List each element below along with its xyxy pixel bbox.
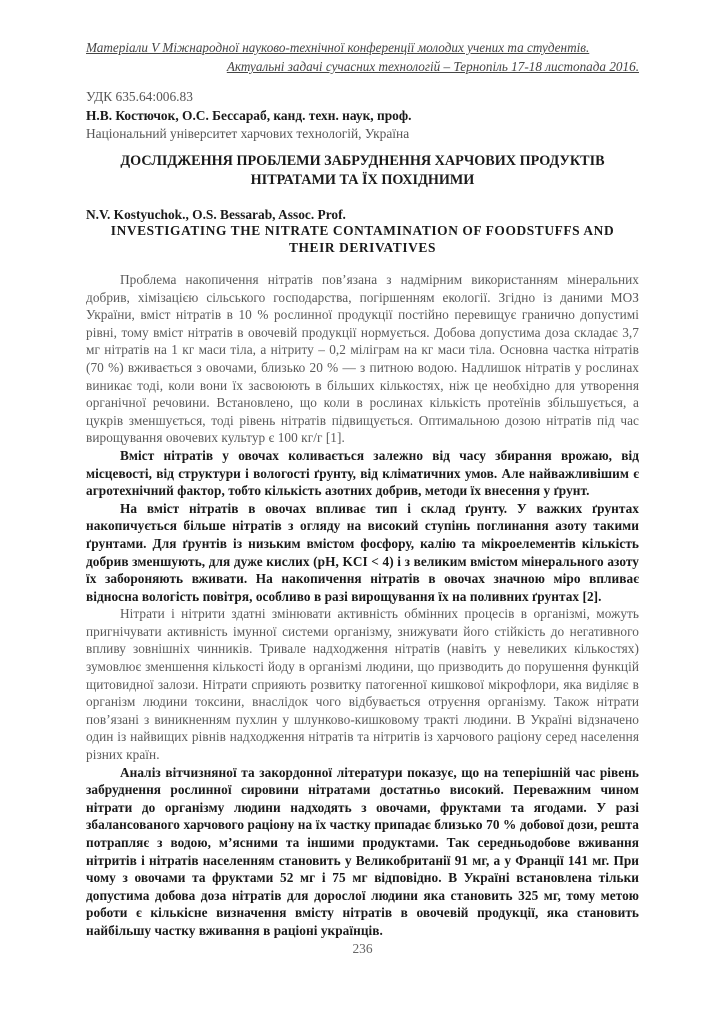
title-english: INVESTIGATING THE NITRATE CONTAMINATION OF FOODSTUFFS AND THEIR DERIVATIVES	[110, 223, 615, 255]
article-meta	[86, 88, 411, 144]
page-number: 236	[352, 941, 373, 956]
institution: Національний університет харчових технологій, Україна	[86, 126, 410, 141]
paragraph-nitrate-content: Вміст нітратів у овочах коливається залежно від часу збирання врожаю, від місцевості, від структури і вологості ґрунту, від кліматичних умов. Але найважливішим є агротехнічний фактор, тобто кількість азотних добрив, методи їх внесення у ґрунт.	[86, 447, 639, 499]
header-conference-line: Матеріали V Міжнародної науково-технічної конференції молодих учених та студентів.	[86, 40, 590, 55]
paragraph-soil-influence: На вміст нітратів в овочах впливає тип і склад ґрунту. У важких ґрунтах накопичується більше нітратів з огляду на високий ступінь поглинання азоту такими ґрунтами. Для ґрунтів із низьким вмістом фосфору, калію та мікроелементів кількість добрив зменшують, для дуже кислих (pH, KCI < 4) і з великим вмістом мінерального азоту їх забороняють вживати. На накопичення нітратів в овочах значною міро впливає відносна вологість повітря, особливо в разі вирощування їх на поливних ґрунтах [2].	[86, 500, 639, 604]
title-ukrainian: ДОСЛІДЖЕННЯ ПРОБЛЕМИ ЗАБРУДНЕННЯ ХАРЧОВИХ ПРОДУКТІВ НІТРАТАМИ ТА ЇХ ПОХІДНИМИ	[120, 153, 605, 188]
authors-english: N.V. Kostyuchok., O.S. Bessarab, Assoc. Prof.	[86, 207, 346, 222]
udc-code: УДК 635.64:006.83	[86, 89, 193, 104]
authors-ua: Н.В. Костючок, О.С. Бессараб, канд. техн. наук, проф.	[86, 107, 412, 123]
paragraph-literature-analysis: Аналіз вітчизняної та закордонної літератури показує, що на теперішній час рівень забруднення рослинної сировини нітратами достатньо високий. Переважним чином нітрати до організму людини надходять з овочами, фруктами та ягодами. У разі збалансованого харчового раціону на їх частку припадає близько 70 % добової дози, решта потрапляє з водою, м’ясними та іншими продуктами. Так середньодобове вживання нітритів і нітратів населенням становить у Великобританії 91 мг, а у Франції 141 мг. При чому з овочами та фруктами 52 мг і 75 мг відповідно. В Україні встановлена тільки допустима добова доза нітратів для дорослої людини яка становить 325 мг, тому метою роботи є кількісне визначення вмісту нітратів в овочевій продукції, яка становить найбільшу частку вживання в раціоні українців.	[86, 764, 639, 938]
header-topic-line: Актуальні задачі сучасних технологій – Тернопіль 17-18 листопада 2016.	[226, 59, 639, 74]
running-header	[86, 38, 639, 76]
article-body	[86, 271, 639, 940]
paragraph-nitrate-problem: Проблема накопичення нітратів пов’язана з надмірним використанням мінеральних добрив, хімізацією сільського господарства, погіршенням екології. Згідно із даними МОЗ України, вміст нітратів в 10 % рослинної продукції постійно перевищує гранично допустимі рівні, тому вміст нітратів в овочевій продукції нормується. Добова допустима доза складає 3,7 мг нітратів на 1 кг маси тіла, а нітриту – 0,2 міліграм на кг маси тіла. Основна частка нітратів (70 %) вживається з овочами, близько 20 % — з питною водою. Надлишок нітратів у рослинах виникає тоді, коли вони їх засвоюють в більших кількостях, ніж це необхідно для утворення органічної речовини. Встановлено, що коли в рослинах кількість протеїнів збільшується, а цукрів зменшується, тоді рівень нітратів підвищується. Оптимальною дозою нітратів під час вирощування овочевих культур є 100 кг/г [1].	[86, 272, 639, 446]
paragraph-health-effects: Нітрати і нітрити здатні змінювати активність обмінних процесів в організмі, можуть пригнічувати активність імунної системи організму, знижувати його стійкість до негативного впливу зовнішніх чинників. Тривале надходження нітратів (навіть у невеликих кількостях) зумовлює зменшення кількості йоду в організмі людини, що призводить до порушення функцій щитовидної залози. Нітрати сприяють розвитку патогенної кишкової мікрофлори, яка виділяє в організм людини токсини, внаслідок чого відбувається отруєння організму. Також нітрати пов’язані з виникненням пухлин у шлунково-кишковому тракті людини. В Україні відзначено один із найвищих рівнів надходження нітратів та нітритів із харчового раціону серед населення різних країн.	[86, 606, 639, 763]
